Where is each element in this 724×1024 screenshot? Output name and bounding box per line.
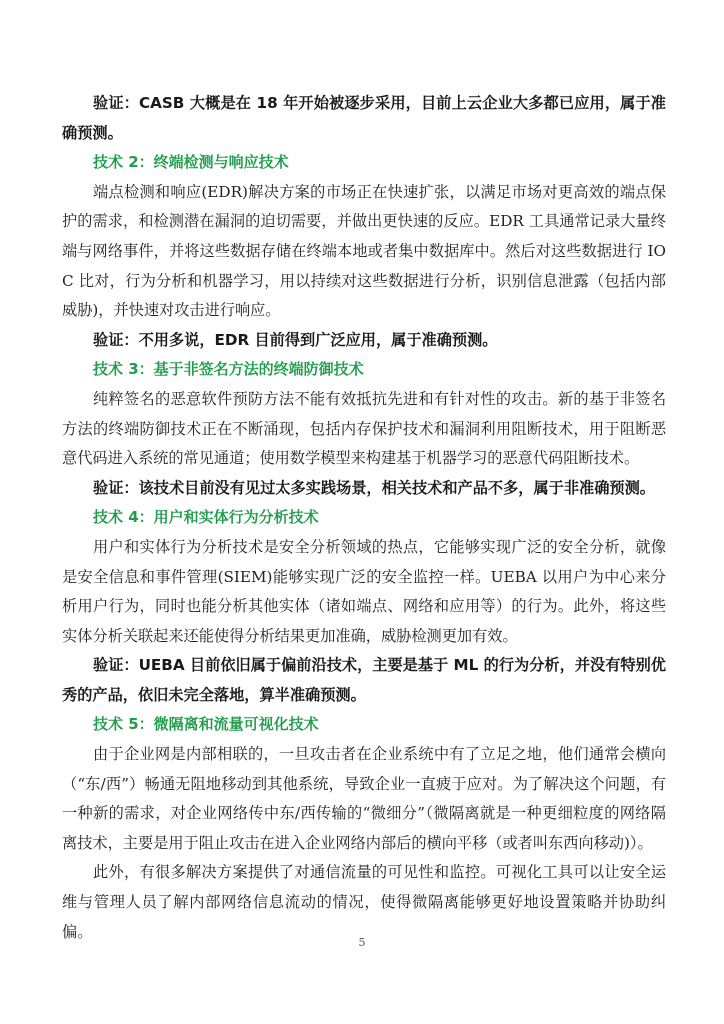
verify-paragraph: 验证：不用多说，EDR 目前得到广泛应用，属于准确预测。: [93, 330, 498, 349]
page-number: 5: [358, 936, 366, 949]
body-paragraph: 由于企业网是内部相联的，一旦攻击者在企业系统中有了立足之地，他们通常会横向（“东/西”）畅通无阻地移动到其他系统，导致企业一直疲于应对。为了解决这个问题，有一种新的需求，对企业网络传中东/西传输的“微细分”（微隔离就是一种更细粒度的网络隔离技术，主要是用于阻止攻击在进入企业网络内部后的横向平移（或者叫东西向移动)）。: [62, 745, 666, 852]
body-paragraph: 端点检测和响应(EDR)解决方案的市场正在快速扩张，以满足市场对更高效的端点保护的需求，和检测潜在漏洞的迫切需要，并做出更快速的反应。EDR 工具通常记录大量终端与网络事件，并将这些数据存储在终端本地或者集中数据库中。然后对这些数据进行 IOC 比对，行为分析和机器学习，用以持续对这些数据进行分析，识别信息泄露（包括内部威胁)，并快速对攻击进行响应。: [62, 182, 666, 320]
document-body: [62, 89, 666, 947]
verify-paragraph: 验证：UEBA 目前依旧属于偏前沿技术，主要是基于 ML 的行为分析，并没有特别优秀的产品，依旧未完全落地，算半准确预测。: [62, 656, 666, 704]
verify-paragraph: 验证：CASB 大概是在 18 年开始被逐步采用，目前上云企业大多都已应用，属于准确预测。: [62, 94, 666, 142]
section-heading: 技术 3：基于非签名方法的终端防御技术: [93, 360, 364, 379]
section-heading: 技术 5：微隔离和流量可视化技术: [93, 715, 319, 734]
section-heading: 技术 4：用户和实体行为分析技术: [93, 508, 319, 527]
section-heading: 技术 2：终端检测与响应技术: [93, 153, 289, 172]
verify-paragraph: 验证：该技术目前没有见过太多实践场景，相关技术和产品不多，属于非准确预测。: [93, 478, 655, 497]
body-paragraph: 用户和实体行为分析技术是安全分析领域的热点，它能够实现广泛的安全分析，就像是安全信息和事件管理(SIEM)能够实现广泛的安全监控一样。UEBA 以用户为中心来分析用户行为，同时也能分析其他实体（诸如端点、网络和应用等）的行为。此外，将这些实体分析关联起来还能使得分析结果更加准确，威胁检测更加有效。: [62, 537, 666, 645]
body-paragraph: 此外，有很多解决方案提供了对通信流量的可见性和监控。可视化工具可以让安全运维与管理人员了解内部网络信息流动的情况，使得微隔离能够更好地设置策略并协助纠偏。: [62, 863, 666, 941]
body-paragraph: 纯粹签名的恶意软件预防方法不能有效抵抗先进和有针对性的攻击。新的基于非签名方法的终端防御技术正在不断涌现，包括内存保护技术和漏洞利用阻断技术，用于阻断恶意代码进入系统的常见通道；使用数学模型来构建基于机器学习的恶意代码阻断技术。: [62, 389, 666, 468]
